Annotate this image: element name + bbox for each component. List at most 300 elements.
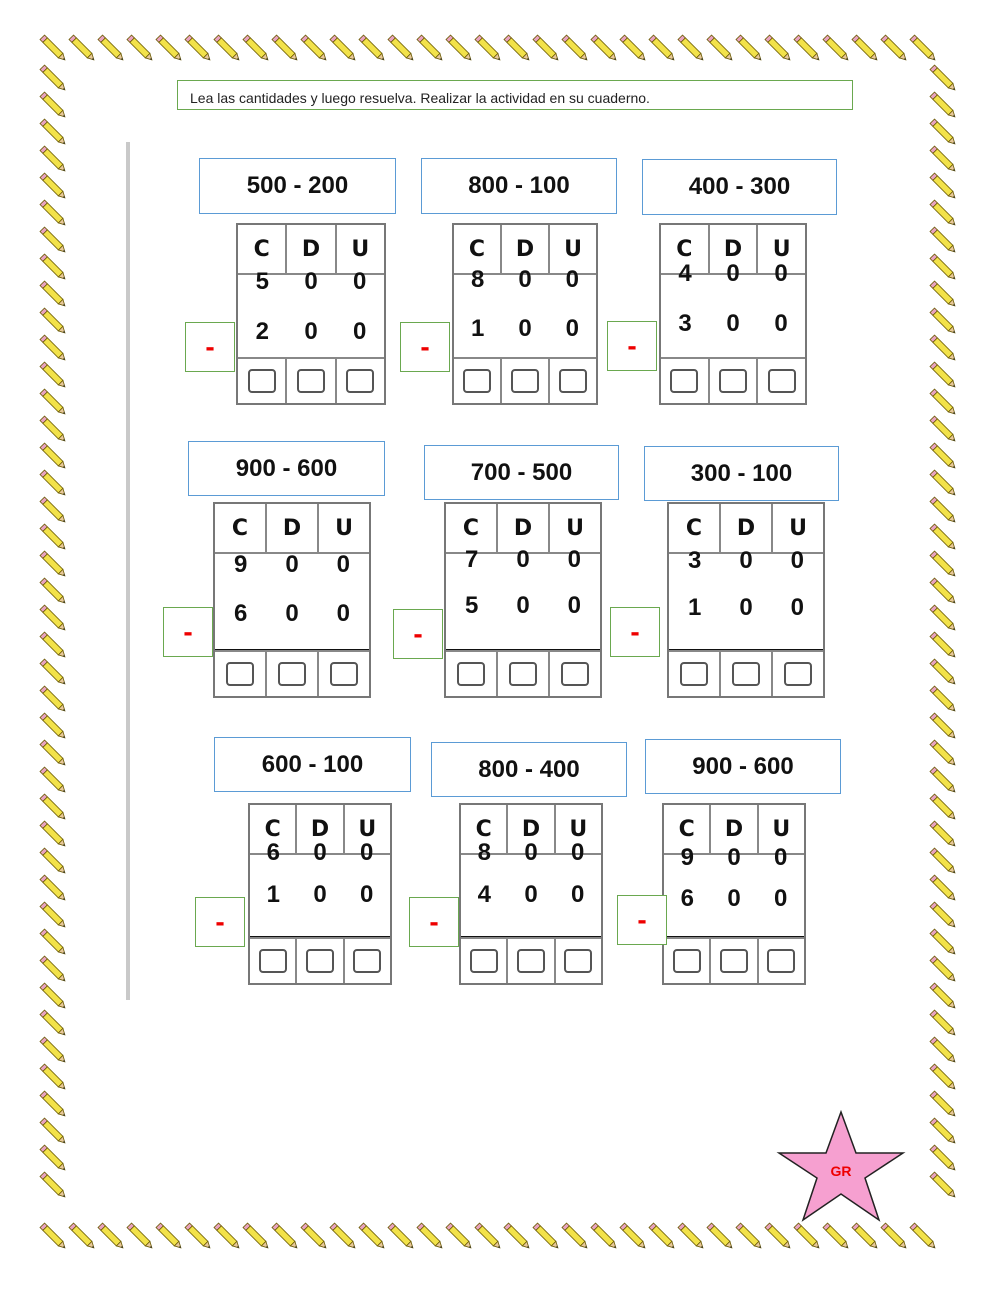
digit: 4 bbox=[678, 260, 692, 287]
pencil-icon bbox=[930, 146, 957, 173]
answer-cell bbox=[711, 939, 758, 983]
answer-box[interactable] bbox=[720, 949, 748, 973]
answer-box[interactable] bbox=[353, 949, 381, 973]
answer-cell bbox=[345, 939, 390, 983]
pencil-icon bbox=[98, 35, 125, 62]
minus-sign-box: - bbox=[409, 897, 459, 947]
pencil-icon bbox=[98, 1223, 125, 1250]
pencil-icon bbox=[40, 146, 67, 173]
expression-box: 800 - 400 bbox=[431, 742, 627, 797]
answer-box[interactable] bbox=[784, 662, 812, 686]
column-header: C bbox=[461, 805, 508, 853]
digit: 0 bbox=[304, 268, 318, 295]
pencil-icon bbox=[40, 929, 67, 956]
pencil-icon bbox=[40, 1064, 67, 1091]
pencil-icon bbox=[40, 1223, 67, 1250]
digit: 0 bbox=[774, 885, 788, 912]
subtrahend-row bbox=[454, 309, 596, 349]
answer-box[interactable] bbox=[680, 662, 708, 686]
minuend-row bbox=[661, 254, 805, 294]
pencil-icon bbox=[930, 929, 957, 956]
answer-cell bbox=[238, 359, 287, 403]
column-header: C bbox=[446, 504, 498, 552]
pencil-icon bbox=[446, 1223, 473, 1250]
answer-cell bbox=[721, 652, 773, 696]
pencil-icon bbox=[40, 605, 67, 632]
digit: 0 bbox=[516, 546, 530, 573]
answer-box[interactable] bbox=[259, 949, 287, 973]
digit: 0 bbox=[285, 600, 299, 627]
column-header: D bbox=[297, 805, 344, 853]
pencil-icon bbox=[504, 35, 531, 62]
instructions-box bbox=[177, 80, 853, 110]
column-header: D bbox=[498, 504, 550, 552]
left-divider bbox=[126, 142, 130, 1000]
pencil-icon bbox=[930, 902, 957, 929]
minuend-row bbox=[664, 838, 804, 878]
subtrahend-row bbox=[664, 879, 804, 919]
answer-cell bbox=[498, 652, 550, 696]
pencil-icon bbox=[930, 281, 957, 308]
answer-box[interactable] bbox=[719, 369, 747, 393]
answer-cell bbox=[297, 939, 344, 983]
pencil-icon bbox=[930, 443, 957, 470]
pencil-icon bbox=[185, 35, 212, 62]
column-header: C bbox=[238, 225, 287, 273]
expression-box: 900 - 600 bbox=[188, 441, 385, 496]
pencil-icon bbox=[388, 35, 415, 62]
digit: 0 bbox=[571, 881, 585, 908]
subtrahend-row bbox=[446, 586, 600, 626]
digit: 5 bbox=[255, 268, 270, 295]
answer-box[interactable] bbox=[297, 369, 325, 393]
answer-cell bbox=[215, 652, 267, 696]
pencil-icon bbox=[930, 362, 957, 389]
pencil-icon bbox=[214, 1223, 241, 1250]
pencil-icon bbox=[930, 335, 957, 362]
pencil-icon bbox=[930, 254, 957, 281]
expression-box: 600 - 100 bbox=[214, 737, 411, 792]
pencil-icon bbox=[930, 1118, 957, 1145]
answer-cell bbox=[669, 652, 721, 696]
pencil-icon bbox=[736, 35, 763, 62]
expression-box: 900 - 600 bbox=[645, 739, 841, 794]
answer-box[interactable] bbox=[306, 949, 334, 973]
digit: 0 bbox=[774, 844, 788, 871]
pencil-icon bbox=[930, 497, 957, 524]
column-header: C bbox=[664, 805, 711, 853]
answer-cell bbox=[758, 359, 805, 403]
minuend-row bbox=[454, 260, 596, 300]
pencil-icon bbox=[40, 416, 67, 443]
digit: 0 bbox=[360, 881, 374, 908]
answer-cell bbox=[508, 939, 555, 983]
column-header: U bbox=[772, 236, 791, 262]
subtrahend-row bbox=[661, 304, 805, 344]
place-value-grid bbox=[667, 502, 825, 698]
pencil-icon bbox=[930, 173, 957, 200]
place-value-grid bbox=[248, 803, 392, 985]
pencil-icon bbox=[678, 35, 705, 62]
answer-cell bbox=[267, 652, 319, 696]
answer-box[interactable] bbox=[561, 662, 589, 686]
pencil-icon bbox=[930, 92, 957, 119]
answer-box[interactable] bbox=[564, 949, 592, 973]
expression-box: 500 - 200 bbox=[199, 158, 396, 214]
pencil-icon bbox=[852, 1223, 879, 1250]
digit: 0 bbox=[571, 839, 585, 866]
answer-row bbox=[461, 937, 601, 983]
place-value-grid bbox=[659, 223, 807, 405]
digit: 0 bbox=[524, 881, 538, 908]
answer-cell bbox=[661, 359, 710, 403]
minus-sign-box: - bbox=[400, 322, 450, 372]
pencil-icon bbox=[40, 578, 67, 605]
pencil-icon bbox=[272, 1223, 299, 1250]
pencil-icon bbox=[69, 1223, 96, 1250]
place-value-grid bbox=[236, 223, 386, 405]
pencil-icon bbox=[930, 848, 957, 875]
minuend-row bbox=[238, 262, 384, 302]
pencil-icon bbox=[40, 1037, 67, 1064]
badge-label: GR bbox=[830, 1163, 852, 1179]
pencil-icon bbox=[40, 686, 67, 713]
digit: 6 bbox=[680, 885, 695, 912]
pencil-icon bbox=[930, 632, 957, 659]
pencil-icon bbox=[930, 551, 957, 578]
pencil-icon bbox=[272, 35, 299, 62]
pencil-icon bbox=[794, 1223, 821, 1250]
minuend-row bbox=[461, 833, 601, 873]
expression-box: 300 - 100 bbox=[644, 446, 839, 501]
digit: 0 bbox=[727, 885, 741, 912]
pencil-icon bbox=[562, 35, 589, 62]
pencil-icon bbox=[40, 1145, 67, 1172]
column-header: U bbox=[335, 515, 353, 541]
pencil-icon bbox=[40, 740, 67, 767]
answer-cell bbox=[454, 359, 502, 403]
answer-box[interactable] bbox=[470, 949, 498, 973]
answer-box[interactable] bbox=[248, 369, 276, 393]
answer-row bbox=[238, 357, 384, 403]
answer-cell bbox=[287, 359, 336, 403]
minus-sign-box: - bbox=[607, 321, 657, 371]
pencil-icon bbox=[910, 35, 937, 62]
digit: 0 bbox=[739, 547, 753, 574]
digit: 1 bbox=[470, 315, 485, 342]
pencil-icon bbox=[359, 1223, 386, 1250]
answer-box[interactable] bbox=[463, 369, 491, 393]
pencil-icon bbox=[127, 1223, 154, 1250]
pencil-icon bbox=[388, 1223, 415, 1250]
minuend-row bbox=[446, 540, 600, 580]
pencil-icon bbox=[40, 1091, 67, 1118]
answer-row bbox=[669, 650, 823, 696]
pencil-icon bbox=[475, 35, 502, 62]
pencil-icon bbox=[40, 362, 67, 389]
answer-cell bbox=[550, 359, 596, 403]
digit: 0 bbox=[567, 546, 581, 573]
pencil-icon bbox=[40, 308, 67, 335]
answer-cell bbox=[710, 359, 759, 403]
digit: 0 bbox=[516, 592, 530, 619]
pencil-icon bbox=[40, 470, 67, 497]
answer-box[interactable] bbox=[278, 662, 306, 686]
digit: 0 bbox=[336, 600, 350, 627]
answer-box[interactable] bbox=[330, 662, 358, 686]
place-value-grid bbox=[452, 223, 598, 405]
pencil-icon bbox=[707, 35, 734, 62]
digit: 1 bbox=[687, 594, 702, 621]
minus-sign-box: - bbox=[185, 322, 235, 372]
column-header: D bbox=[508, 805, 555, 853]
digit: 0 bbox=[774, 310, 788, 337]
digit: 0 bbox=[726, 260, 740, 287]
pencil-icon bbox=[930, 1091, 957, 1118]
place-value-grid bbox=[459, 803, 603, 985]
digit: 0 bbox=[353, 318, 367, 345]
answer-cell bbox=[550, 652, 600, 696]
digit: 6 bbox=[233, 600, 248, 627]
digit: 0 bbox=[790, 594, 804, 621]
digit: 8 bbox=[470, 266, 485, 293]
digit: 9 bbox=[233, 551, 248, 578]
pencil-icon bbox=[930, 308, 957, 335]
pencil-icon bbox=[930, 713, 957, 740]
pencil-icon bbox=[930, 794, 957, 821]
subtrahend-row bbox=[215, 594, 369, 634]
digit: 0 bbox=[790, 547, 804, 574]
subtrahend-row bbox=[461, 875, 601, 915]
pencil-icon bbox=[446, 35, 473, 62]
pencil-icon bbox=[40, 389, 67, 416]
answer-row bbox=[454, 357, 596, 403]
digit: 1 bbox=[266, 881, 281, 908]
pencil-icon bbox=[881, 35, 908, 62]
pencil-icon bbox=[533, 35, 560, 62]
digit: 0 bbox=[360, 839, 374, 866]
pencil-icon bbox=[930, 686, 957, 713]
pencil-icon bbox=[910, 1223, 937, 1250]
pencil-icon bbox=[40, 254, 67, 281]
pencil-icon bbox=[214, 35, 241, 62]
expression-box: 400 - 300 bbox=[642, 159, 837, 215]
pencil-icon bbox=[794, 35, 821, 62]
answer-box[interactable] bbox=[457, 662, 485, 686]
pencil-icon bbox=[930, 389, 957, 416]
column-header: U bbox=[789, 515, 807, 541]
answer-box[interactable] bbox=[673, 949, 701, 973]
column-header: C bbox=[661, 225, 710, 273]
column-header: U bbox=[358, 816, 377, 842]
pencil-icon bbox=[930, 227, 957, 254]
digit: 5 bbox=[464, 592, 479, 619]
pencil-icon bbox=[562, 1223, 589, 1250]
pencil-icon bbox=[40, 524, 67, 551]
answer-cell bbox=[446, 652, 498, 696]
answer-box[interactable] bbox=[511, 369, 539, 393]
digit: 3 bbox=[687, 547, 702, 574]
answer-box[interactable] bbox=[509, 662, 537, 686]
pencil-icon bbox=[156, 35, 183, 62]
pencil-icon bbox=[765, 35, 792, 62]
pencil-icon bbox=[678, 1223, 705, 1250]
pencil-icon bbox=[591, 35, 618, 62]
minuend-row bbox=[250, 833, 390, 873]
pencil-icon bbox=[504, 1223, 531, 1250]
answer-cell bbox=[773, 652, 823, 696]
pencil-icon bbox=[40, 1010, 67, 1037]
pencil-icon bbox=[40, 902, 67, 929]
expression-box: 800 - 100 bbox=[421, 158, 617, 214]
pencil-icon bbox=[707, 1223, 734, 1250]
digit: 6 bbox=[266, 839, 281, 866]
answer-box[interactable] bbox=[768, 369, 796, 393]
pencil-icon bbox=[40, 794, 67, 821]
pencil-icon bbox=[930, 416, 957, 443]
minus-sign-box: - bbox=[195, 897, 245, 947]
answer-box[interactable] bbox=[346, 369, 374, 393]
pencil-icon bbox=[930, 65, 957, 92]
place-value-grid bbox=[213, 502, 371, 698]
pencil-icon bbox=[40, 551, 67, 578]
pencil-icon bbox=[930, 119, 957, 146]
pencil-icon bbox=[40, 848, 67, 875]
answer-box[interactable] bbox=[226, 662, 254, 686]
pencil-icon bbox=[930, 1172, 957, 1199]
pencil-icon bbox=[69, 35, 96, 62]
digit: 0 bbox=[518, 266, 532, 293]
column-header: C bbox=[250, 805, 297, 853]
column-header: U bbox=[566, 515, 584, 541]
digit: 4 bbox=[477, 881, 492, 908]
pencil-icon bbox=[40, 659, 67, 686]
pencil-icon bbox=[881, 1223, 908, 1250]
pencil-icon bbox=[40, 713, 67, 740]
pencil-icon bbox=[533, 1223, 560, 1250]
digit: 0 bbox=[739, 594, 753, 621]
pencil-icon bbox=[156, 1223, 183, 1250]
digit: 0 bbox=[727, 844, 741, 871]
answer-cell bbox=[319, 652, 369, 696]
digit: 0 bbox=[774, 260, 788, 287]
pencil-icon bbox=[930, 956, 957, 983]
minus-sign-box: - bbox=[163, 607, 213, 657]
pencil-icon bbox=[243, 35, 270, 62]
pencil-icon bbox=[330, 35, 357, 62]
place-value-grid bbox=[662, 803, 806, 985]
pencil-icon bbox=[930, 821, 957, 848]
digit: 8 bbox=[477, 839, 492, 866]
digit: 0 bbox=[565, 315, 579, 342]
pencil-icon bbox=[852, 35, 879, 62]
pencil-icon bbox=[40, 1172, 67, 1199]
digit: 0 bbox=[726, 310, 740, 337]
digit: 0 bbox=[285, 551, 299, 578]
answer-cell bbox=[556, 939, 601, 983]
pencil-icon bbox=[40, 983, 67, 1010]
answer-box[interactable] bbox=[517, 949, 545, 973]
pencil-icon bbox=[649, 35, 676, 62]
answer-box[interactable] bbox=[767, 949, 795, 973]
pencil-icon bbox=[40, 1118, 67, 1145]
answer-cell bbox=[250, 939, 297, 983]
digit: 3 bbox=[678, 310, 692, 337]
pencil-icon bbox=[40, 497, 67, 524]
pencil-icon bbox=[930, 740, 957, 767]
pencil-icon bbox=[417, 1223, 444, 1250]
pencil-icon bbox=[930, 1145, 957, 1172]
answer-cell bbox=[502, 359, 550, 403]
answer-cell bbox=[664, 939, 711, 983]
answer-box[interactable] bbox=[559, 369, 587, 393]
pencil-icon bbox=[127, 35, 154, 62]
column-header: U bbox=[351, 236, 370, 262]
answer-box[interactable] bbox=[732, 662, 760, 686]
column-header: D bbox=[267, 504, 319, 552]
digit: 0 bbox=[518, 315, 532, 342]
place-value-grid bbox=[444, 502, 602, 698]
answer-cell bbox=[461, 939, 508, 983]
digit: 0 bbox=[567, 592, 581, 619]
pencil-icon bbox=[40, 35, 67, 62]
minuend-row bbox=[215, 545, 369, 585]
pencil-icon bbox=[301, 35, 328, 62]
answer-cell bbox=[759, 939, 804, 983]
pencil-icon bbox=[40, 632, 67, 659]
instructions-text: Lea las cantidades y luego resuelva. Realizar la actividad en su cuaderno. bbox=[190, 90, 650, 106]
pencil-icon bbox=[40, 767, 67, 794]
pencil-icon bbox=[475, 1223, 502, 1250]
pencil-icon bbox=[40, 173, 67, 200]
pencil-icon bbox=[823, 35, 850, 62]
pencil-icon bbox=[930, 983, 957, 1010]
pencil-icon bbox=[930, 524, 957, 551]
pencil-icon bbox=[930, 875, 957, 902]
pencil-icon bbox=[330, 1223, 357, 1250]
pencil-icon bbox=[243, 1223, 270, 1250]
pencil-icon bbox=[823, 1223, 850, 1250]
pencil-icon bbox=[40, 875, 67, 902]
column-header: D bbox=[287, 225, 336, 273]
pencil-icon bbox=[930, 605, 957, 632]
pencil-icon bbox=[930, 200, 957, 227]
answer-box[interactable] bbox=[670, 369, 698, 393]
minus-sign-box: - bbox=[393, 609, 443, 659]
answer-row bbox=[661, 357, 805, 403]
pencil-icon bbox=[591, 1223, 618, 1250]
pencil-icon bbox=[40, 821, 67, 848]
pencil-icon bbox=[40, 92, 67, 119]
digit: 0 bbox=[336, 551, 350, 578]
pencil-icon bbox=[40, 200, 67, 227]
answer-row bbox=[215, 650, 369, 696]
digit: 0 bbox=[313, 881, 327, 908]
pencil-icon bbox=[40, 335, 67, 362]
column-header: U bbox=[772, 816, 791, 842]
pencil-icon bbox=[930, 578, 957, 605]
pencil-icon bbox=[40, 443, 67, 470]
pencil-icon bbox=[40, 956, 67, 983]
pencil-icon bbox=[930, 659, 957, 686]
subtrahend-row bbox=[250, 875, 390, 915]
digit: 0 bbox=[524, 839, 538, 866]
expression-box: 700 - 500 bbox=[424, 445, 619, 500]
digit: 0 bbox=[353, 268, 367, 295]
column-header: C bbox=[215, 504, 267, 552]
answer-row bbox=[250, 937, 390, 983]
digit: 0 bbox=[565, 266, 579, 293]
